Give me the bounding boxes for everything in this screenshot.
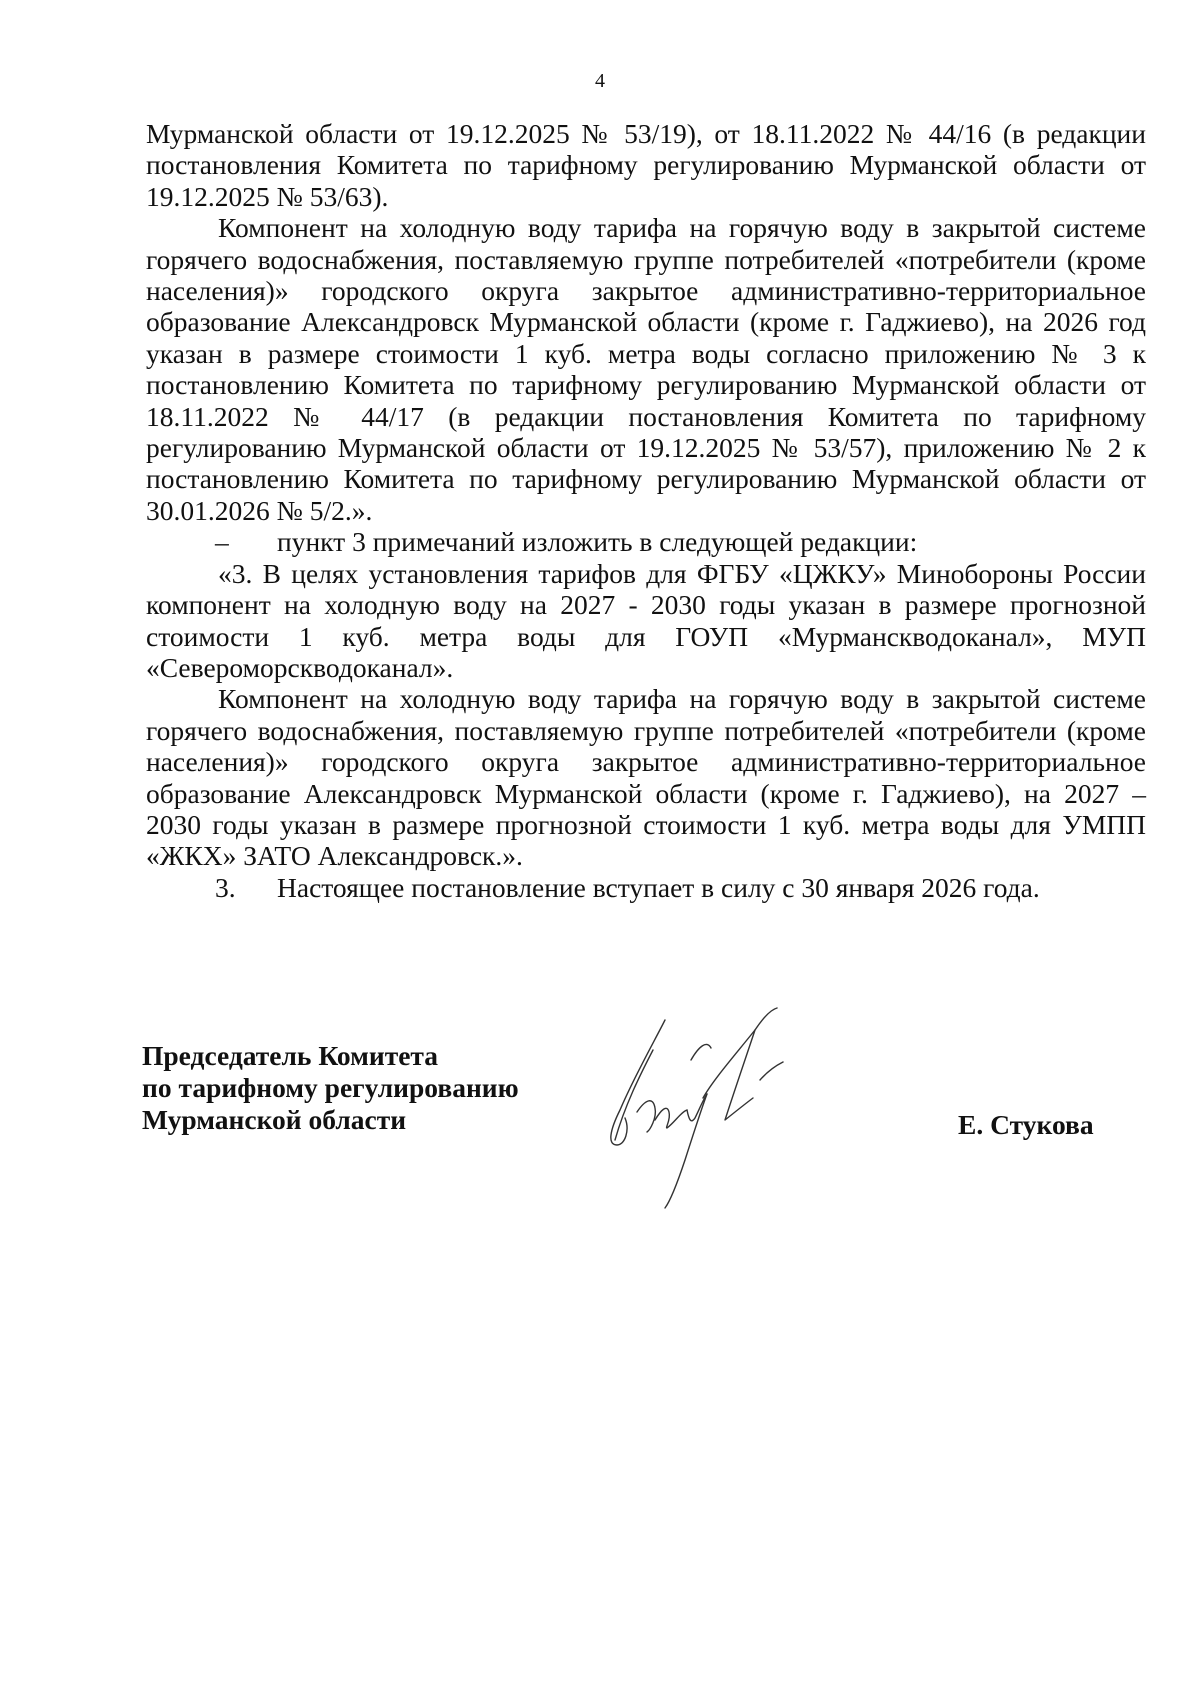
paragraph-note-3: «3. В целях установления тарифов для ФГБУ «ЦЖКУ» Минобороны России компонент на холодную воду на 2027 - 2030 годы указан в размере прогнозной стоимости 1 куб. метра воды для ГОУП «Мурманскводоканал», МУП «Североморскводоканал». (146, 557, 1146, 683)
paragraph-cold-water-component-2027-2030: Компонент на холодную воду тарифа на горячую воду в закрытой системе горячего водоснабжения, поставляемую группе потребителей «потребители (кроме населения)» городского округа закрытое административно-территориальное образование Александровск Мурманской области (кроме г. Гаджиево), на 2027 – 2030 годы указан в размере прогнозной стоимости 1 куб. метра воды для УМПП «ЖКХ» ЗАТО Александровск.». (146, 683, 1146, 872)
item-number: 3. (215, 871, 236, 903)
dash-list-item (146, 526, 1146, 557)
handwritten-signature (595, 1000, 825, 1210)
paragraph-continuation: Мурманской области от 19.12.2025 № 53/19), от 18.11.2022 № 44/16 (в редакции постановления Комитета по тарифному регулированию Мурманской области от 19.12.2025 № 53/63). (146, 118, 1146, 212)
page-number: 4 (595, 70, 605, 92)
item-text: Настоящее постановление вступает в силу с 30 января 2026 года. (277, 871, 1040, 903)
signatory-title-line-1: Председатель Комитета (142, 1040, 439, 1071)
document-body (146, 118, 1146, 903)
dash-marker: – (215, 526, 229, 558)
signatory-title-line-3: Мурманской области (142, 1104, 407, 1135)
paragraph-cold-water-component-2026: Компонент на холодную воду тарифа на горячую воду в закрытой системе горячего водоснабжения, поставляемую группе потребителей «потребители (кроме населения)» городского округа закрытое административно-территориальное образование Александровск Мурманской области (кроме г. Гаджиево), на 2026 год указан в размере стоимости 1 куб. метра воды согласно приложению № 3 к постановлению Комитета по тарифному регулированию Мурманской области от 18.11.2022 № 44/17 (в редакции постановления Комитета по тарифному регулированию Мурманской области от 19.12.2025 № 53/57), приложению № 2 к постановлению Комитета по тарифному регулированию Мурманской области от 30.01.2026 № 5/2.». (146, 212, 1146, 526)
numbered-item-3 (146, 872, 1146, 903)
signer-name: Е. Стукова (958, 1109, 1094, 1140)
dash-item-text: пункт 3 примечаний изложить в следующей редакции: (277, 526, 918, 558)
signatory-title (142, 1040, 519, 1136)
signatory-title-line-2: по тарифному регулированию (142, 1072, 519, 1103)
